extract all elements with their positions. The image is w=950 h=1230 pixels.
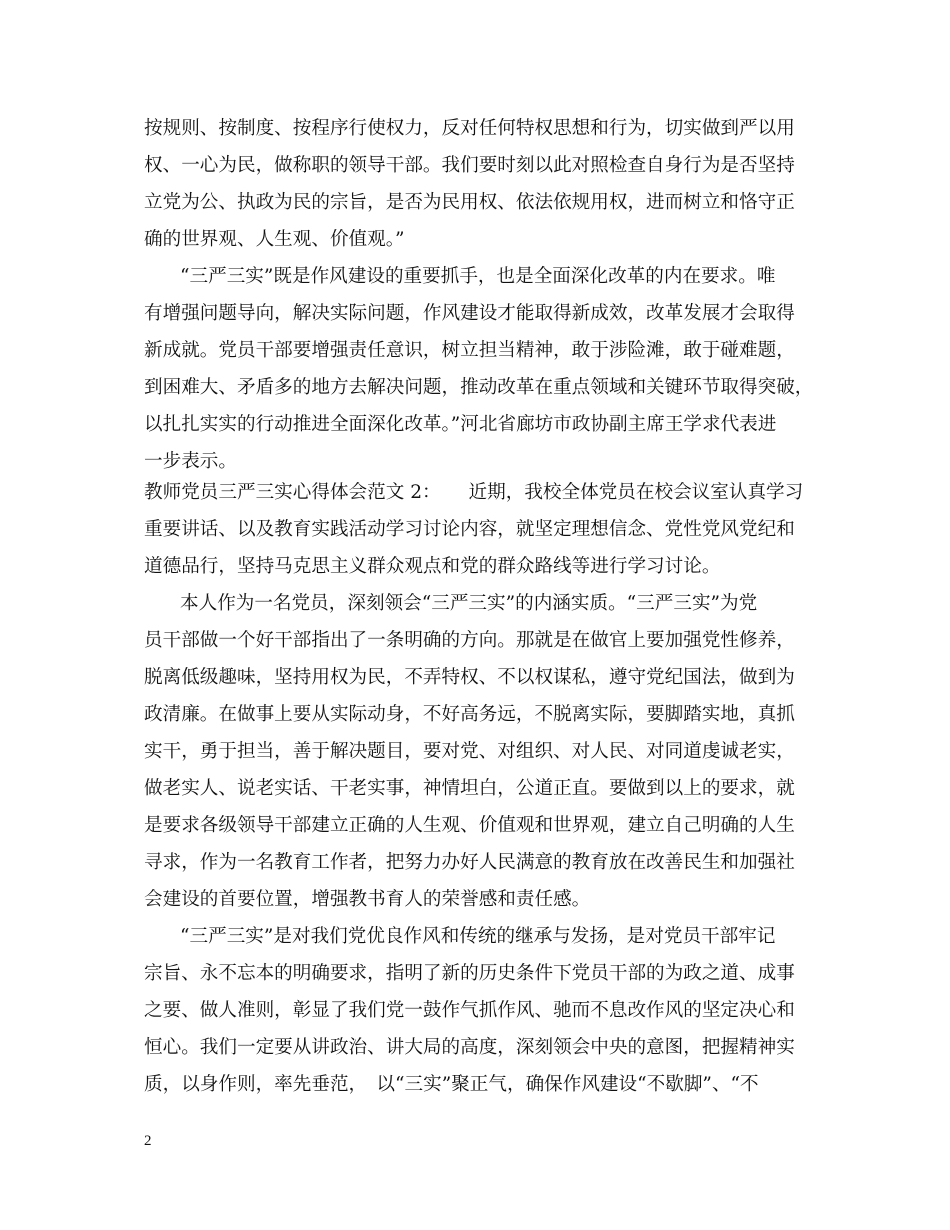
text-line: 会建设的首要位置，增强教书育人的荣誉感和责任感。 [144,889,591,910]
text-line: 新成就。党员干部要增强责任意识，树立担当精神，敢于涉险滩，敢于碰难题， [144,340,795,361]
text-line: 按规则、按制度、按程序行使权力，反对任何特权思想和行为，切实做到严以用 [144,118,795,139]
text-line: 之要、做人准则，彰显了我们党一鼓作气抓作风、驰而不息改作风的坚定决心和 [144,1000,795,1021]
text-line: 一步表示。 [144,451,237,472]
paragraph-first-line: “三严三实”是对我们党优良作风和传统的继承与发扬，是对党员干部牢记 [180,926,776,947]
text-line: 实干，勇于担当，善于解决题目，要对党、对组织、对人民、对同道虔诚老实， [144,741,795,762]
text-line: 政清廉。在做事上要从实际动身，不好高务远，不脱离实际，要脚踏实地，真抓 [144,704,795,725]
page-number: 2 [144,1133,152,1149]
text-line: 恒心。我们一定要从讲政治、讲大局的高度，深刻领会中央的意图，把握精神实 [144,1037,795,1058]
text-line: 寻求，作为一名教育工作者，把努力办好人民满意的教育放在改善民生和加强社 [144,852,795,873]
paragraph-first-line: 本人作为一名党员，深刻领会“三严三实”的内涵实质。“三严三实”为党 [180,593,758,614]
text-line: 确的世界观、人生观、价值观。” [144,229,405,250]
text-line: 员干部做一个好干部指出了一条明确的方向。那就是在做官上要加强党性修养， [144,630,795,651]
section-heading-line: 教师党员三严三实心得体会范文 2： 近期，我校全体党员在校会议室认真学习 [144,482,804,503]
text-line: 宗旨、永不忘本的明确要求，指明了新的历史条件下党员干部的为政之道、成事 [144,963,795,984]
text-line: 立党为公、执政为民的宗旨，是否为民用权、依法依规用权，进而树立和恪守正 [144,192,795,213]
text-line: 道德品行，坚持马克思主义群众观点和党的群众路线等进行学习讨论。 [144,556,721,577]
text-line: 是要求各级领导干部建立正确的人生观、价值观和世界观，建立自己明确的人生 [144,815,795,836]
text-line: 做老实人、说老实话、干老实事，神情坦白，公道正直。要做到以上的要求，就 [144,778,795,799]
text-line: 脱离低级趣味，坚持用权为民，不弄特权、不以权谋私，遵守党纪国法，做到为 [144,667,795,688]
text-line: 到困难大、矛盾多的地方去解决问题，推动改革在重点领域和关键环节取得突破， [144,377,814,398]
text-line: 有增强问题导向，解决实际问题，作风建设才能取得新成效，改革发展才会取得 [144,303,795,324]
text-line: 权、一心为民，做称职的领导干部。我们要时刻以此对照检查自身行为是否坚持 [144,155,795,176]
text-line: 以扎扎实实的行动推进全面深化改革。”河北省廊坊市政协副主席王学求代表进 [144,414,777,435]
text-line: 重要讲话、以及教育实践活动学习讨论内容，就坚定理想信念、党性党风党纪和 [144,519,795,540]
paragraph-first-line: “三严三实”既是作风建设的重要抓手，也是全面深化改革的内在要求。唯 [180,266,776,287]
text-line: 质，以身作则，率先垂范， 以“三实”聚正气，确保作风建设“不歇脚”、“不 [144,1074,759,1095]
